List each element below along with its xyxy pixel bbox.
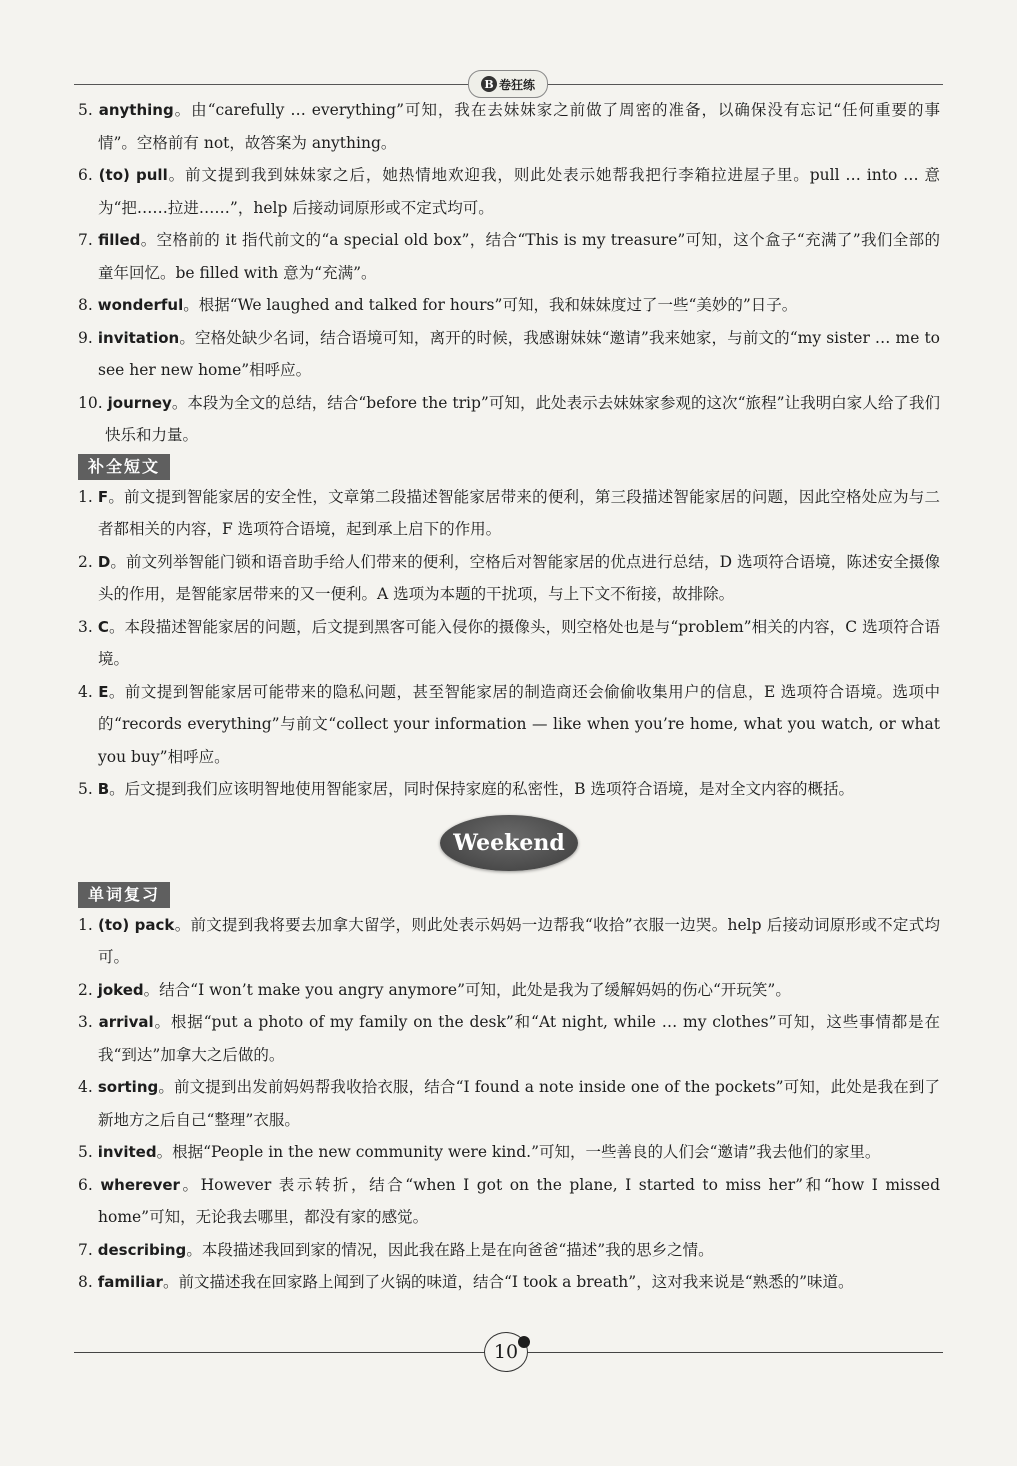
item-explanation: 。前文描述我在回家路上闻到了火锅的味道，结合“I took a breath”，这对我来说是“熟悉的”味道。 [162, 1273, 854, 1291]
answer-content [78, 94, 940, 1299]
header-title: 卷狂练 [498, 77, 535, 92]
answer-item [78, 546, 940, 611]
item-answer: invited [97, 1143, 157, 1161]
answer-item [78, 322, 940, 387]
section-3-header [78, 880, 940, 909]
answer-item [78, 387, 940, 452]
item-explanation: 。前文提到智能家居可能带来的隐私问题，甚至智能家居的制造商还会偷偷收集用户的信息，E 选项符合语境。选项中的“records everything”与前文“collect your information — like when you’re home, what you watch, or what you buy”相呼应。 [98, 682, 940, 766]
section-1-list [78, 94, 940, 452]
weekend-title: Weekend [440, 815, 578, 871]
answer-item [78, 1136, 940, 1169]
item-number: 4. [78, 1078, 93, 1096]
item-explanation: 。本段描述我回到家的情况，因此我在路上是在向爸爸“描述”我的思乡之情。 [186, 1240, 714, 1259]
item-answer: sorting [97, 1078, 159, 1096]
item-explanation: 。根据“People in the new community were kind.”可知，一些善良的人们会“邀请”我去他们的家里。 [156, 1143, 881, 1161]
item-number: 7. [78, 231, 93, 249]
page-dot [518, 1336, 530, 1348]
section-3-title: 单词复习 [78, 882, 170, 908]
section-2-title: 补全短文 [78, 454, 170, 480]
item-number: 4. [78, 682, 93, 701]
answer-item [78, 1169, 940, 1234]
answer-item [78, 1071, 940, 1136]
item-explanation: 。前文提到出发前妈妈帮我收拾衣服，结合“I found a note inside one of the pockets”可知，此处是我在到了新地方之后自己“整理”衣服。 [98, 1078, 940, 1129]
item-explanation: 。结合“I won’t make you angry anymore”可知，此处是我为了缓解妈妈的伤心“开玩笑”。 [143, 980, 791, 999]
item-number: 5. [78, 780, 93, 798]
item-answer: F [97, 487, 109, 506]
item-number: 6. [78, 166, 93, 184]
item-number: 10. [78, 393, 103, 412]
item-number: 3. [78, 617, 93, 636]
page-number: 10 [484, 1332, 528, 1372]
item-number: 7. [78, 1240, 93, 1259]
section-2-header [78, 452, 940, 481]
item-explanation: 。本段描述智能家居的问题，后文提到黑客可能入侵你的摄像头，则空格处也是与“problem”相关的内容，C 选项符合语境。 [98, 617, 940, 668]
item-number: 2. [78, 552, 93, 571]
item-answer: invitation [97, 328, 180, 347]
item-number: 6. [78, 1175, 93, 1194]
item-answer: describing [97, 1240, 187, 1259]
item-explanation: 。空格前的 it 指代前文的“a special old box”，结合“This is my treasure”可知，这个盒子“充满了”我们全部的童年回忆。be filled with 意为“充满”。 [98, 231, 940, 282]
answer-item [78, 1234, 940, 1267]
item-number: 5. [78, 101, 93, 119]
header-badge: B [481, 76, 497, 92]
item-explanation: 。由“carefully … everything”可知，我在去妹妹家之前做了周密的准备，以确保没有忘记“任何重要的事情”。空格前有 not，故答案为 anything。 [98, 101, 940, 152]
answer-item [78, 1266, 940, 1299]
answer-item [78, 481, 940, 546]
item-explanation: 。本段为全文的总结，结合“before the trip”可知，此处表示去妹妹家参观的这次“旅程”让我明白家人给了我们快乐和力量。 [105, 393, 941, 444]
item-explanation: 。后文提到我们应该明智地使用智能家居，同时保持家庭的私密性，B 选项符合语境，是对全文内容的概括。 [109, 780, 854, 798]
answer-item [78, 974, 940, 1007]
item-answer: joked [97, 980, 144, 999]
item-number: 3. [78, 1013, 93, 1031]
item-answer: filled [98, 231, 141, 249]
item-answer: (to) pack [98, 915, 175, 934]
item-explanation: 。However 表示转折，结合“when I got on the plane, I started to miss her”和“how I missed home”可知，无论我去哪里，都没有家的感觉。 [98, 1175, 940, 1226]
answer-item [78, 224, 940, 289]
item-explanation: 。根据“put a photo of my family on the desk”和“At night, while … my clothes”可知，这些事情都是在我“到达”加拿大之后做的。 [98, 1013, 940, 1064]
answer-item [78, 773, 940, 806]
section-2-list [78, 481, 940, 806]
answer-item [78, 676, 940, 774]
item-answer: wherever [100, 1175, 180, 1194]
item-answer: (to) pull [98, 166, 168, 184]
item-answer: arrival [98, 1013, 154, 1031]
item-answer: journey [107, 393, 172, 412]
answer-item [78, 94, 940, 159]
answer-item [78, 909, 940, 974]
section-3-list [78, 909, 940, 1299]
item-number: 9. [78, 328, 93, 347]
item-number: 8. [78, 296, 93, 314]
item-explanation: 。前文提到智能家居的安全性，文章第二段描述智能家居带来的便利，第三段描述智能家居的问题，因此空格处应为与二者都相关的内容，F 选项符合语境，起到承上启下的作用。 [98, 487, 940, 538]
item-number: 2. [78, 980, 93, 999]
item-explanation: 。前文提到我到妹妹家之后，她热情地欢迎我，则此处表示她帮我把行李箱拉进屋子里。pull … into … 意为“把……拉进……”，help 后接动词原形或不定式均可。 [98, 166, 940, 217]
weekend-banner [78, 806, 940, 880]
item-explanation: 。根据“We laughed and talked for hours”可知，我和妹妹度过了一些“美妙的”日子。 [183, 296, 798, 314]
item-number: 1. [78, 487, 93, 506]
item-answer: familiar [97, 1273, 163, 1291]
item-answer: wonderful [97, 296, 184, 314]
item-answer: D [97, 552, 111, 571]
item-explanation: 。空格处缺少名词，结合语境可知，离开的时候，我感谢妹妹“邀请”我来她家，与前文的“my sister … me to see her new home”相呼应。 [98, 328, 941, 379]
answer-item [78, 159, 940, 224]
item-answer: anything [98, 101, 174, 119]
item-number: 1. [78, 915, 93, 934]
answer-item [78, 289, 940, 322]
item-explanation: 。前文提到我将要去加拿大留学，则此处表示妈妈一边帮我“收拾”衣服一边哭。help 后接动词原形或不定式均可。 [98, 915, 940, 966]
item-answer: B [97, 780, 110, 798]
item-explanation: 。前文列举智能门锁和语音助手给人们带来的便利，空格后对智能家居的优点进行总结，D 选项符合语境，陈述安全摄像头的作用，是智能家居带来的又一便利。A 选项为本题的干扰项，与上下文不衔接，故排除。 [98, 552, 940, 603]
item-answer: C [97, 617, 109, 636]
item-number: 5. [78, 1143, 93, 1161]
item-number: 8. [78, 1273, 93, 1291]
item-answer: E [98, 682, 109, 701]
answer-item [78, 1006, 940, 1071]
answer-item [78, 611, 940, 676]
